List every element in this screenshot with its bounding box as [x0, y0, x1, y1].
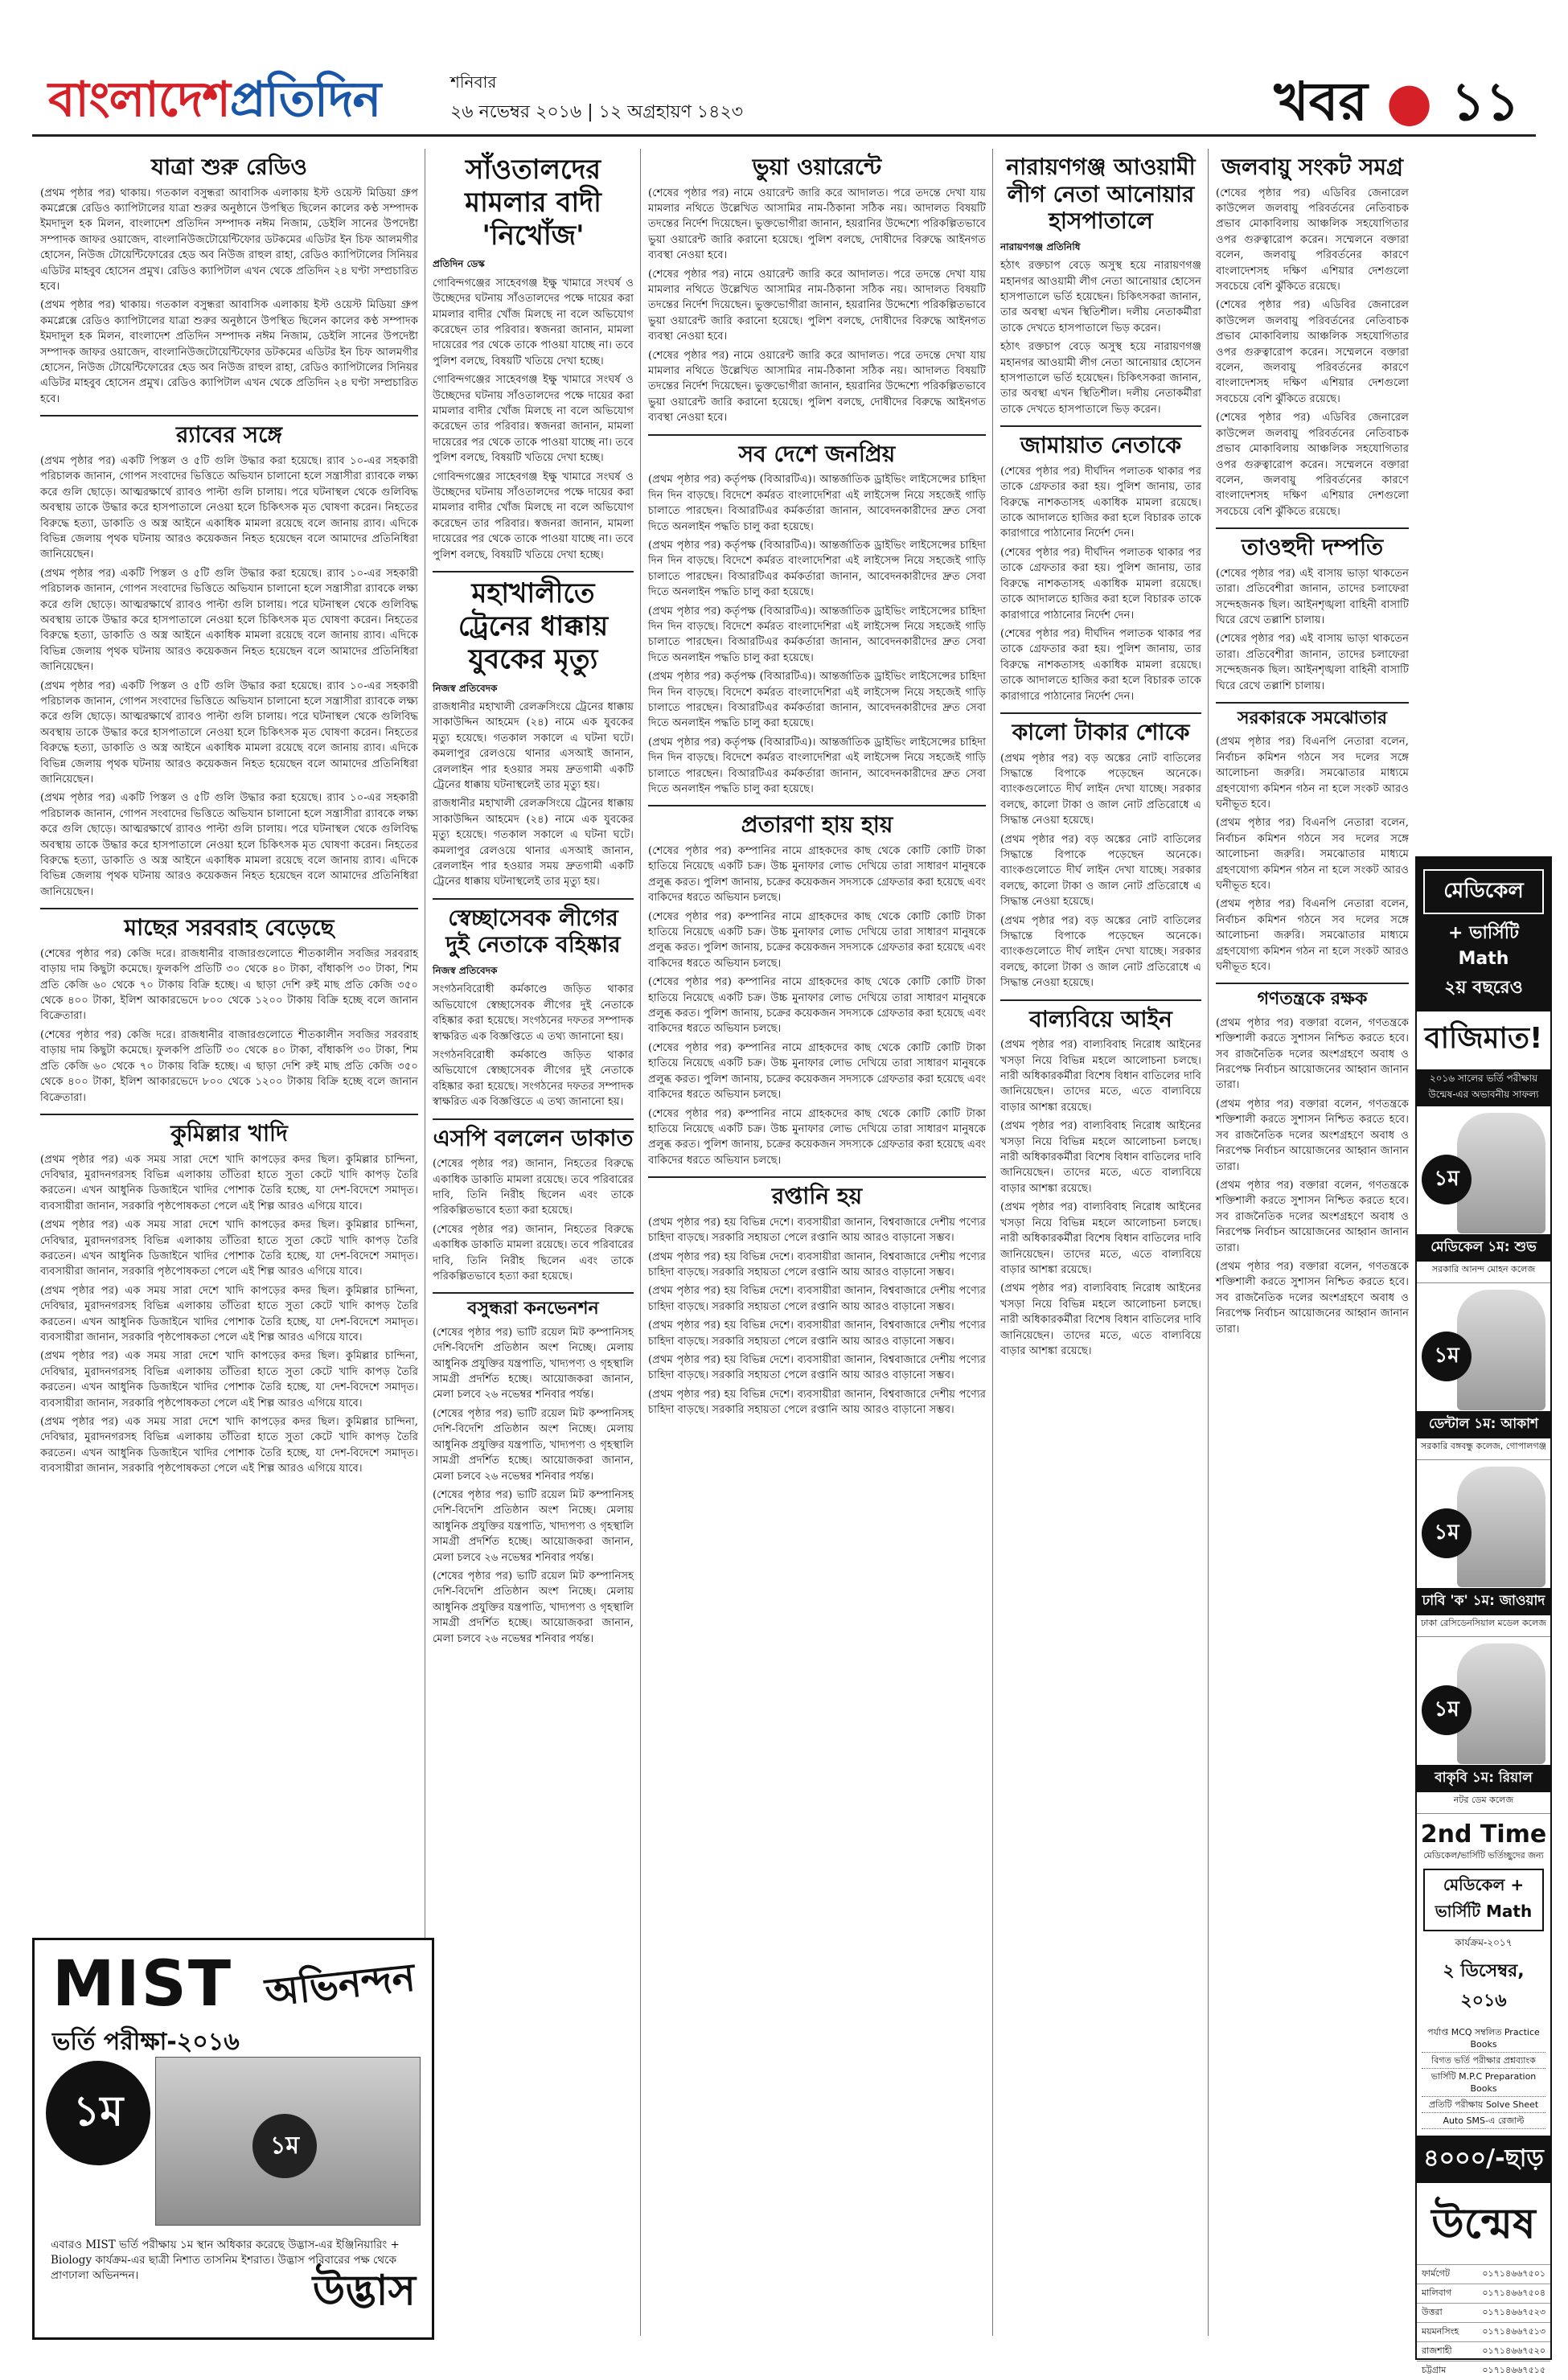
headline: সব দেশে জনপ্রিয়: [738, 440, 896, 467]
headline: বসুন্ধরা কনভেনশন: [467, 1299, 599, 1319]
logo-part-2: প্রতিদিন: [229, 72, 381, 128]
article-body: (প্রথম পৃষ্ঠার পর) বড় অঙ্কের নোট বাতিলের সিদ্ধান্তে বিপাকে পড়েছেন অনেকে। ব্যাংকগুলোতে দীর্ঘ লাইন দেখা যাচ্ছে। সরকার বলছে, কালো টাকা ও জাল নোট প্রতিরোধে এ সিদ্ধান্ত নেওয়া হয়েছে।: [1000, 833, 1201, 909]
article-body: (শেষের পৃষ্ঠার পর) কেজি দরে। রাজধানীর বাজারগুলোতে শীতকালীন সবজির সরবরাহ বাড়ায় দাম কিছুটা কমেছে। ফুলকপি প্রতিটি ৩০ থেকে ৪০ টাকা, বাঁধাকপি ৩০ টাকা, শিম প্রতি কেজি ৬০ থেকে ৭০ টাকায় বিক্রি হচ্ছে। এ ছাড়া দেশি রুই মাছ প্রতি কেজি ৩৫০ থেকে ৪০০ টাকা, ইলিশ আকারভেদে ৮০০ থেকে ১২০০ টাকায় বিক্রি হচ্ছে বলে জানান বিক্রেতারা।: [40, 1028, 418, 1104]
branch-name: মালিবাগ: [1422, 2288, 1452, 2298]
article-body: সংগঠনবিরোধী কর্মকাণ্ডে জড়িত থাকার অভিযোগে স্বেচ্ছাসেবক লীগের দুই নেতাকে বহিষ্কার করা হয়েছে। সংগঠনের দফতর সম্পাদক স্বাক্ষরিত এক বিজ্ঞপ্তিতে এ তথ্য জানানো হয়।: [433, 983, 634, 1043]
article-body: (প্রথম পৃষ্ঠার পর) বাল্যবিবাহ নিরোধ আইনের খসড়া নিয়ে বিভিন্ন মহলে আলোচনা চলছে। নারী অধিকারকর্মীরা বিশেষ বিধান বাতিলের দাবি জানিয়েছেন। তাদের মতে, এতে বাল্যবিয়ে বাড়ার আশঙ্কা রয়েছে।: [1000, 1201, 1201, 1276]
ad-exam-label: ভর্তি পরীক্ষা-২০১৬: [52, 2028, 240, 2056]
winner-name: মেডিকেল ১ম: শুভ: [1417, 1234, 1550, 1262]
branch-phone[interactable]: ০১৭১৪৬৬৭৫০৪: [1482, 2288, 1545, 2298]
headline: কুমিল্লার খাদি: [170, 1119, 288, 1147]
article-body: সংগঠনবিরোধী কর্মকাণ্ডে জড়িত থাকার অভিযোগে স্বেচ্ছাসেবক লীগের দুই নেতাকে বহিষ্কার করা হয়েছে। সংগঠনের দফতর সম্পাদক স্বাক্ষরিত এক বিজ্ঞপ্তিতে এ তথ্য জানানো হয়।: [433, 1049, 634, 1109]
article-body: (প্রথম পৃষ্ঠার পর) কর্তৃপক্ষ (বিআরটিএ)। আন্তর্জাতিক ড্রাইভিং লাইসেন্সের চাহিদা দিন দিন বাড়ছে। বিদেশে কর্মরত বাংলাদেশিরা এই লাইসেন্স নিয়ে সহজেই গাড়ি চালাতে পারছেন। বিআরটিএর কর্মকর্তারা জানান, আবেদনকারীদের দ্রুত সেবা দিতে অনলাইন পদ্ধতি চালু করা হয়েছে।: [648, 671, 986, 730]
article-body: (প্রথম পৃষ্ঠার পর) বাল্যবিবাহ নিরোধ আইনের খসড়া নিয়ে বিভিন্ন মহলে আলোচনা চলছে। নারী অধিকারকর্মীরা বিশেষ বিধান বাতিলের দাবি জানিয়েছেন। তাদের মতে, এতে বাল্যবিয়ে বাড়ার আশঙ্কা রয়েছে।: [1000, 1039, 1201, 1114]
column-5: [1216, 149, 1409, 2336]
divider: [433, 898, 634, 900]
winner-name: বাকৃবি ১ম: রিয়াল: [1417, 1765, 1550, 1792]
divider: [433, 1118, 634, 1120]
branch-row: [1417, 2303, 1550, 2322]
udvash-mist-advertisement[interactable]: [32, 1938, 434, 2340]
headline: বাল্যবিয়ে আইন: [1029, 1005, 1172, 1032]
headline: গণতন্ত্রকে রক্ষক: [1257, 989, 1368, 1010]
article-body: (প্রথম পৃষ্ঠার পর) এক সময় সারা দেশে খাদি কাপড়ের কদর ছিল। কুমিল্লার চান্দিনা, দেবিদ্বার, মুরাদনগরসহ বিভিন্ন এলাকায় তাঁতিরা হাতে সুতা কেটে খাদি কাপড় তৈরি করতেন। এখন আধুনিক ডিজাইনে খাদির পোশাক তৈরি হচ্ছে, যা দেশ-বিদেশে সমাদৃত। ব্যবসায়ীরা জানান, সরকারি পৃষ্ঠপোষকতা পেলে এই শিল্প আরও এগিয়ে যাবে।: [40, 1284, 418, 1344]
winner-photo: [155, 2057, 421, 2226]
article-body: (প্রথম পৃষ্ঠার পর) থাকায়। গতকাল বসুন্ধরা আবাসিক এলাকায় ইস্ট ওয়েস্ট মিডিয়া গ্রুপ কমপ্লেক্সে রেডিও ক্যাপিটালের যাত্রা শুরুর অনুষ্ঠানে উপস্থিত ছিলেন কালের কণ্ঠ সম্পাদক ইমদাদুল হক মিলন, বাংলাদেশ প্রতিদিন সম্পাদক নঈম নিজাম, ডেইলি সানের উপদেষ্টা সম্পাদক জাফর ওয়াজেদ, বাংলানিউজটোয়েন্টিফোর ডটকমের এডিটর ইন চিফ আলমগীর হোসেন, নিউজ টোয়েন্টিফোরের হেড অব নিউজ রাহুল রাহা, রেডিও ক্যাপিটালের সিনিয়র এডিটর মাহবুব হোসেন প্রমুখ। রেডিও ক্যাপিটাল এখন থেকে প্রতিদিন ২৪ ঘণ্টা সম্প্রচারিত হবে।: [40, 187, 418, 293]
divider: [433, 571, 634, 572]
article-body: (প্রথম পৃষ্ঠার পর) বড় অঙ্কের নোট বাতিলের সিদ্ধান্তে বিপাকে পড়েছেন অনেকে। ব্যাংকগুলোতে দীর্ঘ লাইন দেখা যাচ্ছে। সরকার বলছে, কালো টাকা ও জাল নোট প্রতিরোধে এ সিদ্ধান্ত নেওয়া হয়েছে।: [1000, 752, 1201, 827]
winner-card: [1417, 1637, 1550, 1814]
article-body: (প্রথম পৃষ্ঠার পর) একটি পিস্তল ও ৫টি গুলি উদ্ধার করা হয়েছে। র‌্যাব ১০-এর সহকারী পরিচালক জানান, গোপন সংবাদের ভিত্তিতে অভিযান চালানো হলে সন্ত্রাসীরা র‌্যাবকে লক্ষ্য করে গুলি ছোড়ে। আত্মরক্ষার্থে র‌্যাবও পাল্টা গুলি চালায়। পরে ঘটনাস্থল থেকে গুলিবিদ্ধ অবস্থায় তাকে উদ্ধার করে হাসপাতালে নেওয়া হলে চিকিৎসক মৃত ঘোষণা করেন। নিহতের বিরুদ্ধে হত্যা, ডাকাতি ও অস্ত্র আইনে একাধিক মামলা রয়েছে বলে জানায় র‌্যাব। এদিকে বিভিন্ন জেলায় পৃথক ঘটনায় আরও কয়েকজন নিহত হয়েছেন বলে আমাদের প্রতিনিধিরা জানিয়েছেন।: [40, 454, 418, 561]
rank-badge: ১ম: [1422, 1685, 1472, 1735]
ad-headline: বাজিমাত!: [1424, 1022, 1543, 1055]
article-body: (প্রথম পৃষ্ঠার পর) বক্তারা বলেন, গণতন্ত্রকে শক্তিশালী করতে সুশাসন নিশ্চিত করতে হবে। সব রাজনৈতিক দলের অংশগ্রহণে অবাধ ও নিরপেক্ষ নির্বাচন আয়োজনের আহ্বান জানান তারা।: [1216, 1179, 1409, 1254]
headline: সাঁওতালদের মামলার বাদী 'নিখোঁজ': [465, 154, 601, 252]
article-body: (প্রথম পৃষ্ঠার পর) হয় বিভিন্ন দেশে। ব্যবসায়ীরা জানান, বিশ্ববাজারে দেশীয় পণ্যের চাহিদা বাড়ছে। সরকারি সহায়তা পেলে রপ্তানি আয় আরও বাড়ানো সম্ভব।: [648, 1353, 986, 1382]
branch-name: রাজশাহী: [1422, 2345, 1452, 2356]
second-time-program: মেডিকেল + ভার্সিটি Math: [1423, 1869, 1544, 1931]
feature-item: ভার্সিটি M.P.C Preparation Books: [1422, 2069, 1545, 2097]
ad-tagline: অভিনন্দন: [263, 1955, 418, 2016]
second-time-section: [1417, 1814, 1550, 2023]
article-body: (প্রথম পৃষ্ঠার পর) কর্তৃপক্ষ (বিআরটিএ)। আন্তর্জাতিক ড্রাইভিং লাইসেন্সের চাহিদা দিন দিন বাড়ছে। বিদেশে কর্মরত বাংলাদেশিরা এই লাইসেন্স নিয়ে সহজেই গাড়ি চালাতে পারছেন। বিআরটিএর কর্মকর্তারা জানান, আবেদনকারীদের দ্রুত সেবা দিতে অনলাইন পদ্ধতি চালু করা হয়েছে।: [648, 539, 986, 599]
article-body: (শেষের পৃষ্ঠার পর) কম্পানির নামে গ্রাহকদের কাছ থেকে কোটি কোটি টাকা হাতিয়ে নিয়েছে একটি চক্র। উচ্চ মুনাফার লোভ দেখিয়ে তারা সাধারণ মানুষকে প্রলুব্ধ করত। পুলিশ জানায়, চক্রের কয়েকজন সদস্যকে গ্রেফতার করা হয়েছে এবং বাকিদের ধরতে অভিযান চলছে।: [648, 1107, 986, 1167]
second-time-sub: মেডিকেল/ভার্সিটি ভর্তিচ্ছুদের জন্য: [1423, 1850, 1544, 1861]
winner-name: ডেন্টাল ১ম: আকাশ: [1417, 1411, 1550, 1438]
masthead: [32, 56, 1536, 137]
article-body: (প্রথম পৃষ্ঠার পর) হয় বিভিন্ন দেশে। ব্যবসায়ীরা জানান, বিশ্ববাজারে দেশীয় পণ্যের চাহিদা বাড়ছে। সরকারি সহায়তা পেলে রপ্তানি আয় আরও বাড়ানো সম্ভব।: [648, 1285, 986, 1313]
headline: সরকারকে সমঝোতার: [1237, 708, 1387, 728]
second-time-year: কার্যক্রম-২০১৭: [1455, 1937, 1513, 1948]
section-page-label: [1274, 61, 1520, 150]
article-body: (প্রথম পৃষ্ঠার পর) এক সময় সারা দেশে খাদি কাপড়ের কদর ছিল। কুমিল্লার চান্দিনা, দেবিদ্বার, মুরাদনগরসহ বিভিন্ন এলাকায় তাঁতিরা হাতে সুতা কেটে খাদি কাপড় তৈরি করতেন। এখন আধুনিক ডিজাইনে খাদির পোশাক তৈরি হচ্ছে, যা দেশ-বিদেশে সমাদৃত। ব্যবসায়ীরা জানান, সরকারি পৃষ্ঠপোষকতা পেলে এই শিল্প আরও এগিয়ে যাবে।: [40, 1416, 418, 1475]
divider: [433, 1292, 634, 1294]
winner-school: ঢাকা রেসিডেনসিয়াল মডেল কলেজ: [1420, 1618, 1547, 1628]
issue-day: শনিবার: [450, 72, 497, 92]
article-body: (প্রথম পৃষ্ঠার পর) বক্তারা বলেন, গণতন্ত্রকে শক্তিশালী করতে সুশাসন নিশ্চিত করতে হবে। সব রাজনৈতিক দলের অংশগ্রহণে অবাধ ও নিরপেক্ষ নির্বাচন আয়োজনের আহ্বান জানান তারা।: [1216, 1260, 1409, 1336]
article-body: (শেষের পৃষ্ঠার পর) এই বাসায় ভাড়া থাকতেন তারা। প্রতিবেশীরা জানান, তাদের চলাফেরা সন্দেহজনক ছিল। আইনশৃঙ্খলা বাহিনী বাসাটি ঘিরে রেখে তল্লাশি চালায়।: [1216, 633, 1409, 692]
headline: কালো টাকার শোকে: [1012, 718, 1190, 745]
rank-badge: ১ম: [1422, 1155, 1472, 1204]
branch-name: ফার্মগেট: [1422, 2268, 1450, 2279]
article-body: গোবিন্দগঞ্জের সাহেবগঞ্জ ইক্ষু খামারে সংঘর্ষ ও উচ্ছেদের ঘটনায় সাঁওতালদের পক্ষে দায়ের করা মামলার বাদীর খোঁজ মিলছে না বলে অভিযোগ করেছেন তার পরিবার। স্বজনরা জানান, মামলা দায়েরের পর থেকে তাকে পাওয়া যাচ্ছে না। তবে পুলিশ বলছে, বিষয়টি খতিয়ে দেখা হচ্ছে।: [433, 374, 634, 465]
headline: জামায়াত নেতাকে: [1020, 432, 1182, 459]
article-body: (শেষের পৃষ্ঠার পর) দীর্ঘদিন পলাতক থাকার পর তাকে গ্রেফতার করা হয়। পুলিশ জানায়, তার বিরুদ্ধে নাশকতাসহ একাধিক মামলা রয়েছে। তাকে আদালতে হাজির করা হলে বিচারক তাকে কারাগারে পাঠানোর নির্দেশ দেন।: [1000, 465, 1201, 540]
headline: স্বেচ্ছাসেবক লীগের দুই নেতাকে বহিষ্কার: [445, 904, 621, 958]
article-body: (শেষের পৃষ্ঠার পর) এডিবির জেনারেল কাউন্সেল জলবায়ু পরিবর্তনের নেতিবাচক প্রভাব মোকাবিলায় আঞ্চলিক সহযোগিতার ওপর গুরুত্বারোপ করেন। সম্মেলনে বক্তারা বলেন, জলবায়ু পরিবর্তনের কারণে বাংলাদেশসহ দক্ষিণ এশিয়ার দেশগুলো সবচেয়ে বেশি ঝুঁকিতে রয়েছে।: [1216, 187, 1409, 293]
orientation-date: ২ ডিসেম্বর, ২০১৬: [1443, 1961, 1525, 2011]
article-body: (শেষের পৃষ্ঠার পর) দীর্ঘদিন পলাতক থাকার পর তাকে গ্রেফতার করা হয়। পুলিশ জানায়, তার বিরুদ্ধে নাশকতাসহ একাধিক মামলা রয়েছে। তাকে আদালতে হাজির করা হলে বিচারক তাকে কারাগারে পাঠানোর নির্দেশ দেন।: [1000, 627, 1201, 703]
section-name: খবর: [1274, 71, 1368, 133]
article-body: (প্রথম পৃষ্ঠার পর) বাল্যবিবাহ নিরোধ আইনের খসড়া নিয়ে বিভিন্ন মহলে আলোচনা চলছে। নারী অধিকারকর্মীরা বিশেষ বিধান বাতিলের দাবি জানিয়েছেন। তাদের মতে, এতে বাল্যবিয়ে বাড়ার আশঙ্কা রয়েছে।: [1000, 1120, 1201, 1195]
article-body: (প্রথম পৃষ্ঠার পর) কর্তৃপক্ষ (বিআরটিএ)। আন্তর্জাতিক ড্রাইভিং লাইসেন্সের চাহিদা দিন দিন বাড়ছে। বিদেশে কর্মরত বাংলাদেশিরা এই লাইসেন্স নিয়ে সহজেই গাড়ি চালাতে পারছেন। বিআরটিএর কর্মকর্তারা জানান, আবেদনকারীদের দ্রুত সেবা দিতে অনলাইন পদ্ধতি চালু করা হয়েছে।: [648, 474, 986, 533]
winner-school: সরকারি আনন্দ মোহন কলেজ: [1431, 1264, 1536, 1274]
feature-item: বিগত ভর্তি পরীক্ষার প্রশ্নব্যাংক: [1422, 2053, 1545, 2069]
byline: নারায়ণগঞ্জ প্রতিনিধি: [1000, 240, 1081, 252]
article-body: (প্রথম পৃষ্ঠার পর) কর্তৃপক্ষ (বিআরটিএ)। আন্তর্জাতিক ড্রাইভিং লাইসেন্সের চাহিদা দিন দিন বাড়ছে। বিদেশে কর্মরত বাংলাদেশিরা এই লাইসেন্স নিয়ে সহজেই গাড়ি চালাতে পারছেন। বিআরটিএর কর্মকর্তারা জানান, আবেদনকারীদের দ্রুত সেবা দিতে অনলাইন পদ্ধতি চালু করা হয়েছে।: [648, 605, 986, 664]
page-number: ১১: [1451, 71, 1520, 133]
article-body: (প্রথম পৃষ্ঠার পর) বড় অঙ্কের নোট বাতিলের সিদ্ধান্তে বিপাকে পড়েছেন অনেকে। ব্যাংকগুলোতে দীর্ঘ লাইন দেখা যাচ্ছে। সরকার বলছে, কালো টাকা ও জাল নোট প্রতিরোধে এ সিদ্ধান্ত নেওয়া হয়েছে।: [1000, 914, 1201, 990]
column-rule: [1208, 149, 1209, 2336]
divider: [1216, 702, 1409, 704]
article-body: (প্রথম পৃষ্ঠার পর) এক সময় সারা দেশে খাদি কাপড়ের কদর ছিল। কুমিল্লার চান্দিনা, দেবিদ্বার, মুরাদনগরসহ বিভিন্ন এলাকায় তাঁতিরা হাতে সুতা কেটে খাদি কাপড় তৈরি করতেন। এখন আধুনিক ডিজাইনে খাদির পোশাক তৈরি হচ্ছে, যা দেশ-বিদেশে সমাদৃত। ব্যবসায়ীরা জানান, সরকারি পৃষ্ঠপোষকতা পেলে এই শিল্প আরও এগিয়ে যাবে।: [40, 1350, 418, 1410]
article-body: (প্রথম পৃষ্ঠার পর) বক্তারা বলেন, গণতন্ত্রকে শক্তিশালী করতে সুশাসন নিশ্চিত করতে হবে। সব রাজনৈতিক দলের অংশগ্রহণে অবাধ ও নিরপেক্ষ নির্বাচন আয়োজনের আহ্বান জানান তারা।: [1216, 1098, 1409, 1173]
branch-row: [1417, 2361, 1550, 2380]
article-body: (প্রথম পৃষ্ঠার পর) বিএনপি নেতারা বলেন, নির্বাচন কমিশন গঠনে সব দলের সঙ্গে আলোচনা জরুরি। সমঝোতার মাধ্যমে গ্রহণযোগ্য কমিশন গঠন না হলে সংকট আরও ঘনীভূত হবে।: [1216, 817, 1409, 892]
article-body: (শেষের পৃষ্ঠার পর) ভাটি রয়েল মিট কম্পানিসহ দেশি-বিদেশি প্রতিষ্ঠান অংশ নিচ্ছে। মেলায় আধুনিক প্রযুক্তির যন্ত্রপাতি, খাদ্যপণ্য ও গৃহস্থালি সামগ্রী প্রদর্শিত হচ্ছে। আয়োজকরা জানান, মেলা চলবে ২৬ নভেম্বর শনিবার পর্যন্ত।: [433, 1326, 634, 1401]
article-body: গোবিন্দগঞ্জের সাহেবগঞ্জ ইক্ষু খামারে সংঘর্ষ ও উচ্ছেদের ঘটনায় সাঁওতালদের পক্ষে দায়ের করা মামলার বাদীর খোঁজ মিলছে না বলে অভিযোগ করেছেন তার পরিবার। স্বজনরা জানান, মামলা দায়েরের পর থেকে তাকে পাওয়া যাচ্ছে না। তবে পুলিশ বলছে, বিষয়টি খতিয়ে দেখা হচ্ছে।: [433, 277, 634, 367]
column-rule: [992, 149, 993, 2336]
article-body: (শেষের পৃষ্ঠার পর) কেজি দরে। রাজধানীর বাজারগুলোতে শীতকালীন সবজির সরবরাহ বাড়ায় দাম কিছুটা কমেছে। ফুলকপি প্রতিটি ৩০ থেকে ৪০ টাকা, বাঁধাকপি ৩০ টাকা, শিম প্রতি কেজি ৬০ থেকে ৭০ টাকায় বিক্রি হচ্ছে। এ ছাড়া দেশি রুই মাছ প্রতি কেজি ৩৫০ থেকে ৪০০ টাকা, ইলিশ আকারভেদে ৮০০ থেকে ১২০০ টাকায় বিক্রি হচ্ছে বলে জানান বিক্রেতারা।: [40, 947, 418, 1023]
headline: যাত্রা শুরু রেডিও: [150, 154, 307, 180]
headline: র‌্যাবের সঙ্গে: [176, 421, 282, 449]
divider: [648, 805, 986, 806]
newspaper-logo[interactable]: [48, 63, 380, 143]
ad-note: ২০১৬ সালের ভর্তি পরীক্ষায় উন্মেষ-এর অভাবনীয় সাফল্য: [1417, 1069, 1550, 1106]
divider: [648, 1176, 986, 1178]
branch-row: [1417, 2341, 1550, 2361]
article-body: (প্রথম পৃষ্ঠার পর) এক সময় সারা দেশে খাদি কাপড়ের কদর ছিল। কুমিল্লার চান্দিনা, দেবিদ্বার, মুরাদনগরসহ বিভিন্ন এলাকায় তাঁতিরা হাতে সুতা কেটে খাদি কাপড় তৈরি করতেন। এখন আধুনিক ডিজাইনে খাদির পোশাক তৈরি হচ্ছে, যা দেশ-বিদেশে সমাদৃত। ব্যবসায়ীরা জানান, সরকারি পৃষ্ঠপোষকতা পেলে এই শিল্প আরও এগিয়ে যাবে।: [40, 1153, 418, 1213]
headline: মহাখালীতে ট্রেনের ধাক্কায় যুবকের মৃত্যু: [458, 577, 609, 675]
headline: জলবায়ু সংকট সমগ্র: [1221, 154, 1404, 180]
article-body: (শেষের পৃষ্ঠার পর) এই বাসায় ভাড়া থাকতেন তারা। প্রতিবেশীরা জানান, তাদের চলাফেরা সন্দেহজনক ছিল। আইনশৃঙ্খলা বাহিনী বাসাটি ঘিরে রেখে তল্লাশি চালায়।: [1216, 567, 1409, 626]
column-rule: [640, 149, 641, 2336]
headline: নারায়ণগঞ্জ আওয়ামী লীগ নেতা আনোয়ার হাসপাতালে: [1006, 154, 1196, 235]
ad-header: [1417, 858, 1550, 1012]
second-time-title: 2nd Time: [1420, 1820, 1547, 1849]
article-body: (শেষের পৃষ্ঠার পর) কম্পানির নামে গ্রাহকদের কাছ থেকে কোটি কোটি টাকা হাতিয়ে নিয়েছে একটি চক্র। উচ্চ মুনাফার লোভ দেখিয়ে তারা সাধারণ মানুষকে প্রলুব্ধ করত। পুলিশ জানায়, চক্রের কয়েকজন সদস্যকে গ্রেফতার করা হয়েছে এবং বাকিদের ধরতে অভিযান চলছে।: [648, 1041, 986, 1102]
article-body: (শেষের পৃষ্ঠার পর) ভাটি রয়েল মিট কম্পানিসহ দেশি-বিদেশি প্রতিষ্ঠান অংশ নিচ্ছে। মেলায় আধুনিক প্রযুক্তির যন্ত্রপাতি, খাদ্যপণ্য ও গৃহস্থালি সামগ্রী প্রদর্শিত হচ্ছে। আয়োজকরা জানান, মেলা চলবে ২৬ নভেম্বর শনিবার পর্যন্ত।: [433, 1407, 634, 1483]
winner-card: [1417, 1460, 1550, 1637]
article-body: (শেষের পৃষ্ঠার পর) এডিবির জেনারেল কাউন্সেল জলবায়ু পরিবর্তনের নেতিবাচক প্রভাব মোকাবিলায় আঞ্চলিক সহযোগিতার ওপর গুরুত্বারোপ করেন। সম্মেলনে বক্তারা বলেন, জলবায়ু পরিবর্তনের কারণে বাংলাদেশসহ দক্ষিণ এশিয়ার দেশগুলো সবচেয়ে বেশি ঝুঁকিতে রয়েছে।: [1216, 412, 1409, 518]
divider: [1216, 527, 1409, 529]
winner-school: নটর ডেম কলেজ: [1453, 1795, 1514, 1805]
article-body: (প্রথম পৃষ্ঠার পর) থাকায়। গতকাল বসুন্ধরা আবাসিক এলাকায় ইস্ট ওয়েস্ট মিডিয়া গ্রুপ কমপ্লেক্সে রেডিও ক্যাপিটালের যাত্রা শুরুর অনুষ্ঠানে উপস্থিত ছিলেন কালের কণ্ঠ সম্পাদক ইমদাদুল হক মিলন, বাংলাদেশ প্রতিদিন সম্পাদক নঈম নিজাম, ডেইলি সানের উপদেষ্টা সম্পাদক জাফর ওয়াজেদ, বাংলানিউজটোয়েন্টিফোর ডটকমের এডিটর ইন চিফ আলমগীর হোসেন, নিউজ টোয়েন্টিফোরের হেড অব নিউজ রাহুল রাহা, রেডিও ক্যাপিটালের সিনিয়র এডিটর মাহবুব হোসেন প্রমুখ। রেডিও ক্যাপিটাল এখন থেকে প্রতিদিন ২৪ ঘণ্টা সম্প্রচারিত হবে।: [40, 299, 418, 405]
headline: এসপি বললেন ডাকাত: [433, 1124, 634, 1151]
ad-brand-logo: উদ্ভাস: [312, 2267, 416, 2315]
article-body: (শেষের পৃষ্ঠার পর) এডিবির জেনারেল কাউন্সেল জলবায়ু পরিবর্তনের নেতিবাচক প্রভাব মোকাবিলায় আঞ্চলিক সহযোগিতার ওপর গুরুত্বারোপ করেন। সম্মেলনে বক্তারা বলেন, জলবায়ু পরিবর্তনের কারণে বাংলাদেশসহ দক্ষিণ এশিয়ার দেশগুলো সবচেয়ে বেশি ঝুঁকিতে রয়েছে।: [1216, 299, 1409, 405]
byline: প্রতিদিন ডেস্ক: [433, 258, 485, 270]
divider: [40, 1114, 418, 1115]
branch-phone[interactable]: ০১৭১৪৬৬৭৫০১: [1482, 2268, 1545, 2279]
headline: ভুয়া ওয়ারেন্টে: [752, 154, 882, 180]
bullet-dot-icon: ●: [1385, 71, 1433, 133]
article-body: (প্রথম পৃষ্ঠার পর) একটি পিস্তল ও ৫টি গুলি উদ্ধার করা হয়েছে। র‌্যাব ১০-এর সহকারী পরিচালক জানান, গোপন সংবাদের ভিত্তিতে অভিযান চালানো হলে সন্ত্রাসীরা র‌্যাবকে লক্ষ্য করে গুলি ছোড়ে। আত্মরক্ষার্থে র‌্যাবও পাল্টা গুলি চালায়। পরে ঘটনাস্থল থেকে গুলিবিদ্ধ অবস্থায় তাকে উদ্ধার করে হাসপাতালে নেওয়া হলে চিকিৎসক মৃত ঘোষণা করেন। নিহতের বিরুদ্ধে হত্যা, ডাকাতি ও অস্ত্র আইনে একাধিক মামলা রয়েছে বলে জানায় র‌্যাব। এদিকে বিভিন্ন জেলায় পৃথক ঘটনায় আরও কয়েকজন নিহত হয়েছেন বলে আমাদের প্রতিনিধিরা জানিয়েছেন।: [40, 567, 418, 674]
ad-description: এবারও MIST ভর্তি পরীক্ষায় ১ম স্থান অধিকার করেছে উদ্ভাস-এর ইঞ্জিনিয়ারিং + Biology কার্যক্রম-এর ছাত্রী নিশাত তাসনিম ইশরাত। উদ্ভাস পরিবারের পক্ষ থেকে প্রাণঢালা অভিনন্দন।: [51, 2238, 400, 2282]
logo-part-1: বাংলাদেশ: [48, 72, 230, 128]
branch-name: চট্টগ্রাম: [1422, 2365, 1447, 2375]
article-body: (শেষের পৃষ্ঠার পর) কম্পানির নামে গ্রাহকদের কাছ থেকে কোটি কোটি টাকা হাতিয়ে নিয়েছে একটি চক্র। উচ্চ মুনাফার লোভ দেখিয়ে তারা সাধারণ মানুষকে প্রলুব্ধ করত। পুলিশ জানায়, চক্রের কয়েকজন সদস্যকে গ্রেফতার করা হয়েছে এবং বাকিদের ধরতে অভিযান চলছে।: [648, 845, 986, 905]
ad-year: ২য় বছরেও: [1444, 978, 1523, 998]
winner-card: [1417, 1106, 1550, 1283]
column-4: [1000, 149, 1201, 2336]
divider: [40, 908, 418, 909]
rank-badge: ১ম: [252, 2114, 317, 2178]
ad-title: MIST: [52, 1948, 233, 2021]
divider: [648, 434, 986, 436]
article-body: (শেষের পৃষ্ঠার পর) জানান, নিহতের বিরুদ্ধে একাধিক ডাকাতি মামলা রয়েছে। তবে পরিবারের দাবি, তিনি নিরীহ ছিলেন এবং তাকে পরিকল্পিতভাবে হত্যা করা হয়েছে।: [433, 1158, 634, 1217]
byline: নিজস্ব প্রতিবেদক: [433, 682, 498, 694]
branch-name: উত্তরা: [1422, 2307, 1443, 2317]
column-1: [40, 149, 418, 1930]
branch-row: [1417, 2264, 1550, 2284]
headline: প্রতারণা হায় হায়: [741, 811, 893, 839]
article-body: (প্রথম পৃষ্ঠার পর) কর্তৃপক্ষ (বিআরটিএ)। আন্তর্জাতিক ড্রাইভিং লাইসেন্সের চাহিদা দিন দিন বাড়ছে। বিদেশে কর্মরত বাংলাদেশিরা এই লাইসেন্স নিয়ে সহজেই গাড়ি চালাতে পারছেন। বিআরটিএর কর্মকর্তারা জানান, আবেদনকারীদের দ্রুত সেবা দিতে অনলাইন পদ্ধতি চালু করা হয়েছে।: [648, 736, 986, 795]
article-body: (শেষের পৃষ্ঠার পর) নামে ওয়ারেন্ট জারি করে আদালত। পরে তদন্তে দেখা যায় মামলার নথিতে উল্লেখিত আসামির নাম-ঠিকানা সঠিক নয়। আদালত বিষয়টি তদন্তের নির্দেশ দিয়েছেন। ভুক্তভোগীরা জানান, হয়রানির উদ্দেশ্যে পরিকল্পিতভাবে ভুয়া ওয়ারেন্ট জারি করানো হয়েছে। পুলিশ বলছে, দোষীদের বিরুদ্ধে আইনগত ব্যবস্থা নেওয়া হবে।: [648, 268, 986, 343]
article-body: (প্রথম পৃষ্ঠার পর) বিএনপি নেতারা বলেন, নির্বাচন কমিশন গঠনে সব দলের সঙ্গে আলোচনা জরুরি। সমঝোতার মাধ্যমে গ্রহণযোগ্য কমিশন গঠন না হলে সংকট আরও ঘনীভূত হবে।: [1216, 898, 1409, 974]
discount-price: ৪০০০/-ছাড়: [1417, 2136, 1550, 2183]
article-body: (শেষের পৃষ্ঠার পর) নামে ওয়ারেন্ট জারি করে আদালত। পরে তদন্তে দেখা যায় মামলার নথিতে উল্লেখিত আসামির নাম-ঠিকানা সঠিক নয়। আদালত বিষয়টি তদন্তের নির্দেশ দিয়েছেন। ভুক্তভোগীরা জানান, হয়রানির উদ্দেশ্যে পরিকল্পিতভাবে ভুয়া ওয়ারেন্ট জারি করানো হয়েছে। পুলিশ বলছে, দোষীদের বিরুদ্ধে আইনগত ব্যবস্থা নেওয়া হবে।: [648, 349, 986, 425]
divider: [1000, 712, 1201, 714]
article-body: (শেষের পৃষ্ঠার পর) ভাটি রয়েল মিট কম্পানিসহ দেশি-বিদেশি প্রতিষ্ঠান অংশ নিচ্ছে। মেলায় আধুনিক প্রযুক্তির যন্ত্রপাতি, খাদ্যপণ্য ও গৃহস্থালি সামগ্রী প্রদর্শিত হচ্ছে। আয়োজকরা জানান, মেলা চলবে ২৬ নভেম্বর শনিবার পর্যন্ত।: [433, 1570, 634, 1645]
article-body: (শেষের পৃষ্ঠার পর) নামে ওয়ারেন্ট জারি করে আদালত। পরে তদন্তে দেখা যায় মামলার নথিতে উল্লেখিত আসামির নাম-ঠিকানা সঠিক নয়। আদালত বিষয়টি তদন্তের নির্দেশ দিয়েছেন। ভুক্তভোগীরা জানান, হয়রানির উদ্দেশ্যে পরিকল্পিতভাবে ভুয়া ওয়ারেন্ট জারি করানো হয়েছে। পুলিশ বলছে, দোষীদের বিরুদ্ধে আইনগত ব্যবস্থা নেওয়া হবে।: [648, 187, 986, 262]
issue-date: ২৬ নভেম্বর ২০১৬ | ১২ অগ্রহায়ণ ১৪২৩: [450, 102, 744, 122]
feature-item: Auto SMS-এ রেজাল্ট: [1422, 2113, 1545, 2129]
article-body: (শেষের পৃষ্ঠার পর) জানান, নিহতের বিরুদ্ধে একাধিক ডাকাতি মামলা রয়েছে। তবে পরিবারের দাবি, তিনি নিরীহ ছিলেন এবং তাকে পরিকল্পিতভাবে হত্যা করা হয়েছে।: [433, 1223, 634, 1283]
branch-row: [1417, 2284, 1550, 2303]
article-body: (প্রথম পৃষ্ঠার পর) বাল্যবিবাহ নিরোধ আইনের খসড়া নিয়ে বিভিন্ন মহলে আলোচনা চলছে। নারী অধিকারকর্মীরা বিশেষ বিধান বাতিলের দাবি জানিয়েছেন। তাদের মতে, এতে বাল্যবিয়ে বাড়ার আশঙ্কা রয়েছে।: [1000, 1282, 1201, 1357]
rank-badge: ১ম: [1422, 1332, 1472, 1381]
article-body: (প্রথম পৃষ্ঠার পর) হয় বিভিন্ন দেশে। ব্যবসায়ীরা জানান, বিশ্ববাজারে দেশীয় পণ্যের চাহিদা বাড়ছে। সরকারি সহায়তা পেলে রপ্তানি আয় আরও বাড়ানো সম্ভব।: [648, 1250, 986, 1278]
article-body: (শেষের পৃষ্ঠার পর) দীর্ঘদিন পলাতক থাকার পর তাকে গ্রেফতার করা হয়। পুলিশ জানায়, তার বিরুদ্ধে নাশকতাসহ একাধিক মামলা রয়েছে। তাকে আদালতে হাজির করা হলে বিচারক তাকে কারাগারে পাঠানোর নির্দেশ দেন।: [1000, 546, 1201, 622]
article-body: (প্রথম পৃষ্ঠার পর) একটি পিস্তল ও ৫টি গুলি উদ্ধার করা হয়েছে। র‌্যাব ১০-এর সহকারী পরিচালক জানান, গোপন সংবাদের ভিত্তিতে অভিযান চালানো হলে সন্ত্রাসীরা র‌্যাবকে লক্ষ্য করে গুলি ছোড়ে। আত্মরক্ষার্থে র‌্যাবও পাল্টা গুলি চালায়। পরে ঘটনাস্থল থেকে গুলিবিদ্ধ অবস্থায় তাকে উদ্ধার করে হাসপাতালে নেওয়া হলে চিকিৎসক মৃত ঘোষণা করেন। নিহতের বিরুদ্ধে হত্যা, ডাকাতি ও অস্ত্র আইনে একাধিক মামলা রয়েছে বলে জানায় র‌্যাব। এদিকে বিভিন্ন জেলায় পৃথক ঘটনায় আরও কয়েকজন নিহত হয়েছেন বলে আমাদের প্রতিনিধিরা জানিয়েছেন।: [40, 679, 418, 786]
branch-phone[interactable]: ০১৭১৪৬৬৭৫১৩: [1482, 2326, 1545, 2337]
feature-item: পর্যাপ্ত MCQ সম্বলিত Practice Books: [1422, 2025, 1545, 2053]
divider: [40, 415, 418, 416]
article-body: (প্রথম পৃষ্ঠার পর) হয় বিভিন্ন দেশে। ব্যবসায়ীরা জানান, বিশ্ববাজারে দেশীয় পণ্যের চাহিদা বাড়ছে। সরকারি সহায়তা পেলে রপ্তানি আয় আরও বাড়ানো সম্ভব।: [648, 1319, 986, 1348]
ad-program: মেডিকেল: [1423, 869, 1544, 914]
column-3: [648, 149, 986, 2336]
rank-badge: ১ম: [1422, 1508, 1472, 1558]
winner-school: সরকারি বঙ্গবন্ধু কলেজ, গোপালগঞ্জ: [1420, 1441, 1547, 1451]
column-2: [433, 149, 634, 2336]
article-body: (শেষের পৃষ্ঠার পর) কম্পানির নামে গ্রাহকদের কাছ থেকে কোটি কোটি টাকা হাতিয়ে নিয়েছে একটি চক্র। উচ্চ মুনাফার লোভ দেখিয়ে তারা সাধারণ মানুষকে প্রলুব্ধ করত। পুলিশ জানায়, চক্রের কয়েকজন সদস্যকে গ্রেফতার করা হয়েছে এবং বাকিদের ধরতে অভিযান চলছে।: [648, 910, 986, 970]
article-body: (শেষের পৃষ্ঠার পর) ভাটি রয়েল মিট কম্পানিসহ দেশি-বিদেশি প্রতিষ্ঠান অংশ নিচ্ছে। মেলায় আধুনিক প্রযুক্তির যন্ত্রপাতি, খাদ্যপণ্য ও গৃহস্থালি সামগ্রী প্রদর্শিত হচ্ছে। আয়োজকরা জানান, মেলা চলবে ২৬ নভেম্বর শনিবার পর্যন্ত।: [433, 1488, 634, 1564]
winner-card: [1417, 1283, 1550, 1460]
article-body: (প্রথম পৃষ্ঠার পর) এক সময় সারা দেশে খাদি কাপড়ের কদর ছিল। কুমিল্লার চান্দিনা, দেবিদ্বার, মুরাদনগরসহ বিভিন্ন এলাকায় তাঁতিরা হাতে সুতা কেটে খাদি কাপড় তৈরি করতেন। এখন আধুনিক ডিজাইনে খাদির পোশাক তৈরি হচ্ছে, যা দেশ-বিদেশে সমাদৃত। ব্যবসায়ীরা জানান, সরকারি পৃষ্ঠপোষকতা পেলে এই শিল্প আরও এগিয়ে যাবে।: [40, 1219, 418, 1278]
article-body: গোবিন্দগঞ্জের সাহেবগঞ্জ ইক্ষু খামারে সংঘর্ষ ও উচ্ছেদের ঘটনায় সাঁওতালদের পক্ষে দায়ের করা মামলার বাদীর খোঁজ মিলছে না বলে অভিযোগ করেছেন তার পরিবার। স্বজনরা জানান, মামলা দায়েরের পর থেকে তাকে পাওয়া যাচ্ছে না। তবে পুলিশ বলছে, বিষয়টি খতিয়ে দেখা হচ্ছে।: [433, 470, 634, 561]
headline: মাছের সরবরাহ বেড়েছে: [124, 914, 335, 942]
ad-brand-logo: উন্মেষ: [1431, 2200, 1536, 2248]
article-body: (প্রথম পৃষ্ঠার পর) হয় বিভিন্ন দেশে। ব্যবসায়ীরা জানান, বিশ্ববাজারে দেশীয় পণ্যের চাহিদা বাড়ছে। সরকারি সহায়তা পেলে রপ্তানি আয় আরও বাড়ানো সম্ভব।: [648, 1216, 986, 1245]
branch-list: [1417, 2264, 1550, 2380]
divider: [1000, 999, 1201, 1001]
branch-phone[interactable]: ০১৭১৪৬৬৭৫২৩: [1482, 2307, 1545, 2317]
headline: তাওহুদী দম্পতি: [1241, 534, 1384, 561]
byline: নিজস্ব প্রতিবেদক: [433, 964, 498, 976]
headline: রপ্তানি হয়: [771, 1183, 863, 1210]
branch-phone[interactable]: ০১৭১৪৬৬৭৫২০: [1482, 2345, 1545, 2356]
article-body: (শেষের পৃষ্ঠার পর) কম্পানির নামে গ্রাহকদের কাছ থেকে কোটি কোটি টাকা হাতিয়ে নিয়েছে একটি চক্র। উচ্চ মুনাফার লোভ দেখিয়ে তারা সাধারণ মানুষকে প্রলুব্ধ করত। পুলিশ জানায়, চক্রের কয়েকজন সদস্যকে গ্রেফতার করা হয়েছে এবং বাকিদের ধরতে অভিযান চলছে।: [648, 976, 986, 1036]
unmesh-advertisement[interactable]: [1415, 856, 1552, 2375]
feature-item: প্রতিটি পরীক্ষায় Solve Sheet: [1422, 2097, 1545, 2113]
article-body: (প্রথম পৃষ্ঠার পর) বক্তারা বলেন, গণতন্ত্রকে শক্তিশালী করতে সুশাসন নিশ্চিত করতে হবে। সব রাজনৈতিক দলের অংশগ্রহণে অবাধ ও নিরপেক্ষ নির্বাচন আয়োজনের আহ্বান জানান তারা।: [1216, 1016, 1409, 1092]
branch-name: ময়মনসিংহ: [1422, 2326, 1459, 2337]
ad-program-sub: + ভার্সিটি Math: [1448, 923, 1519, 969]
article-body: রাজধানীর মহাখালী রেলক্রসিংয়ে ট্রেনের ধাক্কায় সাকাউদ্দিন আহমেদ (২৪) নামে এক যুবকের মৃত্যু হয়েছে। গতকাল সকালে এ ঘটনা ঘটে। কমলাপুর রেলওয়ে থানার এসআই জানান, রেললাইন পার হওয়ার সময় দ্রুতগামী একটি ট্রেনের ধাক্কায় ঘটনাস্থলেই তার মৃত্যু হয়।: [433, 700, 634, 791]
article-body: হঠাৎ রক্তচাপ বেড়ে অসুস্থ হয়ে নারায়ণগঞ্জ মহানগর আওয়ামী লীগ নেতা আনোয়ার হোসেন হাসপাতালে ভর্তি হয়েছেন। চিকিৎসকরা জানান, তার অবস্থা এখন স্থিতিশীল। দলীয় নেতাকর্মীরা তাকে দেখতে হাসপাতালে ভিড় করেন।: [1000, 260, 1201, 334]
article-body: (প্রথম পৃষ্ঠার পর) বিএনপি নেতারা বলেন, নির্বাচন কমিশন গঠনে সব দলের সঙ্গে আলোচনা জরুরি। সমঝোতার মাধ্যমে গ্রহণযোগ্য কমিশন গঠন না হলে সংকট আরও ঘনীভূত হবে।: [1216, 736, 1409, 810]
feature-list: [1417, 2023, 1550, 2131]
branch-phone[interactable]: ০১৭১৪৬৬৭৫১৫: [1482, 2365, 1545, 2375]
article-body: হঠাৎ রক্তচাপ বেড়ে অসুস্থ হয়ে নারায়ণগঞ্জ মহানগর আওয়ামী লীগ নেতা আনোয়ার হোসেন হাসপাতালে ভর্তি হয়েছেন। চিকিৎসকরা জানান, তার অবস্থা এখন স্থিতিশীল। দলীয় নেতাকর্মীরা তাকে দেখতে হাসপাতালে ভিড় করেন।: [1000, 341, 1201, 416]
winner-name: ঢাবি 'ক' ১ম: জাওয়াদ: [1417, 1588, 1550, 1615]
divider: [1000, 425, 1201, 427]
article-body: (প্রথম পৃষ্ঠার পর) হয় বিভিন্ন দেশে। ব্যবসায়ীরা জানান, বিশ্ববাজারে দেশীয় পণ্যের চাহিদা বাড়ছে। সরকারি সহায়তা পেলে রপ্তানি আয় আরও বাড়ানো সম্ভব।: [648, 1388, 986, 1417]
branch-row: [1417, 2322, 1550, 2341]
article-body: (প্রথম পৃষ্ঠার পর) একটি পিস্তল ও ৫টি গুলি উদ্ধার করা হয়েছে। র‌্যাব ১০-এর সহকারী পরিচালক জানান, গোপন সংবাদের ভিত্তিতে অভিযান চালানো হলে সন্ত্রাসীরা র‌্যাবকে লক্ষ্য করে গুলি ছোড়ে। আত্মরক্ষার্থে র‌্যাবও পাল্টা গুলি চালায়। পরে ঘটনাস্থল থেকে গুলিবিদ্ধ অবস্থায় তাকে উদ্ধার করে হাসপাতালে নেওয়া হলে চিকিৎসক মৃত ঘোষণা করেন। নিহতের বিরুদ্ধে হত্যা, ডাকাতি ও অস্ত্র আইনে একাধিক মামলা রয়েছে বলে জানায় র‌্যাব। এদিকে বিভিন্ন জেলায় পৃথক ঘটনায় আরও কয়েকজন নিহত হয়েছেন বলে আমাদের প্রতিনিধিরা জানিয়েছেন।: [40, 792, 418, 898]
divider: [1216, 983, 1409, 984]
article-body: রাজধানীর মহাখালী রেলক্রসিংয়ে ট্রেনের ধাক্কায় সাকাউদ্দিন আহমেদ (২৪) নামে এক যুবকের মৃত্যু হয়েছে। গতকাল সকালে এ ঘটনা ঘটে। কমলাপুর রেলওয়ে থানার এসআই জানান, রেললাইন পার হওয়ার সময় দ্রুতগামী একটি ট্রেনের ধাক্কায় ঘটনাস্থলেই তার মৃত্যু হয়।: [433, 798, 634, 888]
rank-badge: ১ম: [46, 2061, 150, 2165]
